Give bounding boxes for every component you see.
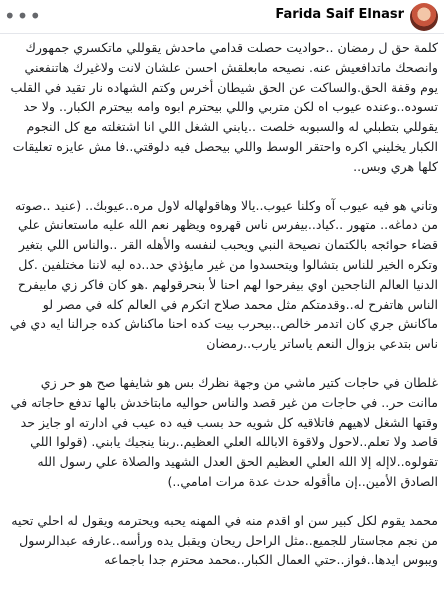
post-paragraph-4: محمد يقوم لكل كبير سن او اقدم منه في المهنه يحبه ويحترمه ويقول له احلي تحيه من نجم مجاستار للجميع..مثل الراحل ريحان ويقبل يده ورأسه..عارفه عبدالرسول ويبوس ايدها..فواز..حتي العمال الكبار..محمد محترم جدا باجماعه	[11, 512, 438, 568]
avatar[interactable]	[410, 3, 438, 31]
post-header	[0, 0, 444, 34]
post-paragraph-2: وتاني هو فيه عيوب آه وكلنا عيوب..يالا وهاقولهاله لاول مره..عيوبك.. (عنيد ..صوته من دماغه.. متهور ..كياد..بيفرس ناس قهروه ويظهر نعم الله عليه ماستعانش علي قضاء حوائجه بالكتمان نصيحة النبي ويحبب لنفسه والأهله القر ..والناس اللي بتغير وتكره الخير للناس بتشالوا ويتحسدوا من غير مايؤذي حد..ده ليه لاننا مختلفين .كل الدنيا العالم الناجحين اوي بيفرحوا لهم احنا لأ بنحرقولهم .هو كان فاكر زي مابيفرح الناس هاتفرح له..وقدمتكم مثل محمد صلاح اتكرم في العالم كله في مصر لو ماكانش جري كان اتدمر خالص..بيحرب بيت كده احنا ماكناش كده جرالنا ايه دي في ناس بتدعي بزوال النعم ياساتر يارب..رمضان	[9, 197, 438, 352]
post-paragraph-3: غلطان في حاجات كتير ماشي من وجهة نظرك بس هو شايفها صح هو حر زي ماانت حر.. في حاجات من غير قصد والناس حواليه مابتاخدش بالها تدفع حاجاته في وقتها الشغل لاهيهم فاتلاقيه كل شويه حد بسب فيه ده عيب في ادارته او جايز حد قاصد ولا تعلم..لاحول ولاقوة الابالله العلي العظيم..ربنا ينجيك يابني. (قولوا اللي تقولوه..لاإله إلا الله العلي العظيم الحق العدل الشهيد والصلاة علي رسول الله الصادق الأمين..إن ماأقوله حدث عدة مرات امامي..)	[10, 374, 438, 489]
author-name[interactable]: Farida Saif Elnasr	[275, 7, 404, 22]
post-body	[8, 38, 438, 589]
more-options-icon[interactable]: •••	[3, 4, 43, 28]
post-paragraph-1: كلمة حق ل رمضان ..حواديت حصلت قدامي ماحدش يقوللي ماتكسري جمهورك وانصحك ماتدافعيش عنه. نصيحه مابعلقش احسن علشان لانت ولاغيرك هاتنفعني يوم وقفة الحق.والساكت عن الحق شيطان أخرس وكتم الشهاده نار تقيد في القلب تسوده..وعنده عيوب اه لكن متربي واللي بيحترم ابوه وامه بيحترم الكبار.. ولا حد يقوللي بتطبلي له والسبوبه خلصت ..يابني الشغل اللي انا اشتغلته مع كل النجوم الكبار يخليني اكره واحتقر الوسط واللي بيحصل فيه دلوقتي..فا مش عايزه تعليقات كلها هري وبس..	[10, 40, 438, 174]
